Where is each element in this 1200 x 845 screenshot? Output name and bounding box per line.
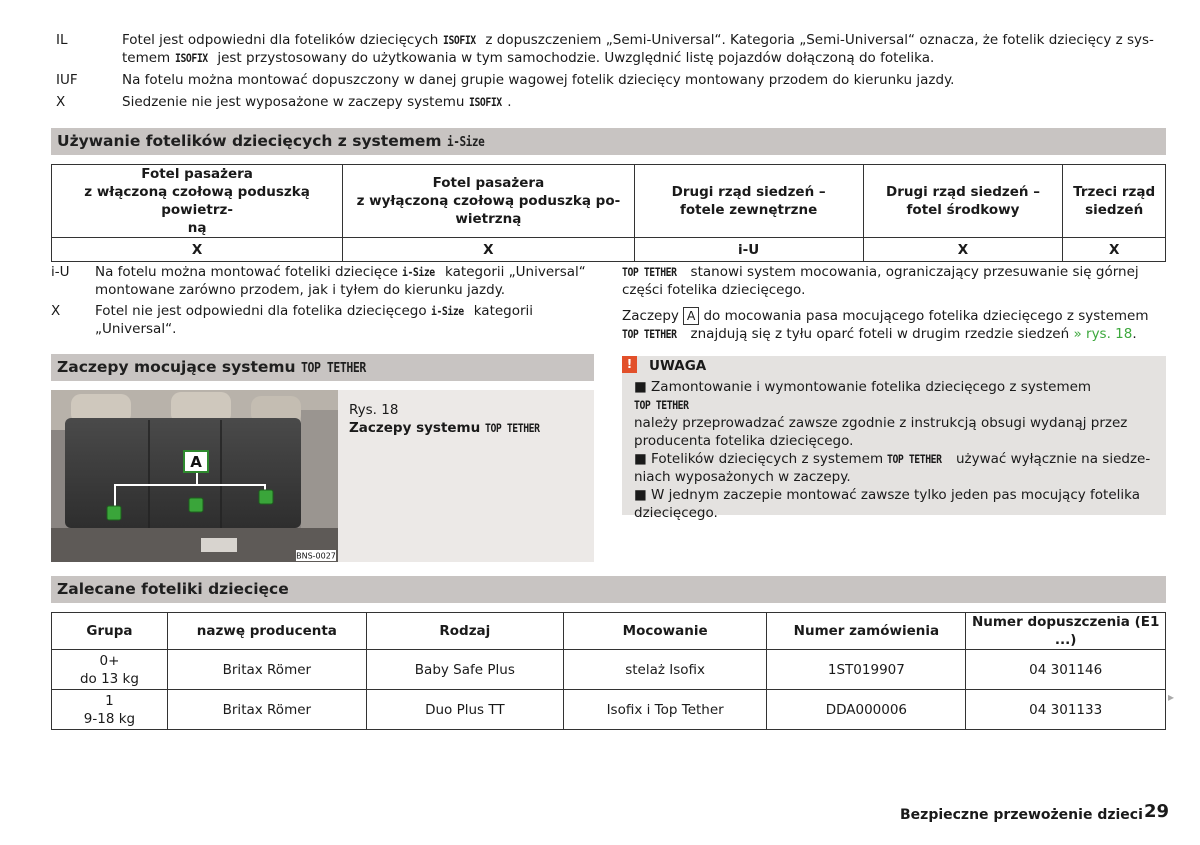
anchor-description: Zaczepy A do mocowania pasa mocującego fotelika dziecięcego z systemem TOP TETHER znajdują się z tyłu oparć foteli w drugim rzedzie siedzeń » rys. 18. [622, 308, 1149, 342]
warning-bullet: ■ Fotelików dziecięcych z systemem TOP TETHER używać wyłącznie na siedze- niach wyposażonych w zaczepy. [634, 451, 1151, 485]
rec-cell: Britax Römer [167, 650, 366, 690]
isize-cell: X [52, 238, 343, 262]
isofix-logo: ISOFIX [174, 51, 208, 65]
rec-cell: Baby Safe Plus [366, 650, 563, 690]
top-tether-description: TOP TETHER stanowi system mocowania, ograniczający przesuwanie się górnej części fotelika dziecięcego. [622, 264, 1139, 298]
rec-header-cell: Numer zamówienia [767, 613, 966, 650]
warning-bullet: ■ W jednym zaczepie montować zawsze tylko jeden pas mocujący fotelika dziecięcego. [634, 487, 1140, 521]
figure-label-a: A [190, 453, 202, 471]
def-code-iuf: IUF [56, 72, 78, 88]
isize-cell: X [863, 238, 1063, 262]
footer-section-title: Bezpieczne przewożenie dzieci [900, 807, 1143, 823]
rec-cell: 0+ do 13 kg [52, 650, 168, 690]
rec-cell: 1ST019907 [767, 650, 966, 690]
rec-cell: 04 301146 [966, 650, 1166, 690]
car-interior-illustration [51, 390, 338, 562]
isize-logo: i-Size [446, 135, 485, 150]
figure-code: BNS-0027 [296, 551, 336, 561]
rec-cell: Duo Plus TT [366, 690, 563, 730]
top-tether-logo: TOP TETHER [484, 421, 540, 435]
isize-cell: i-U [634, 238, 863, 262]
table-row [52, 650, 1166, 690]
rec-cell: 1 9-18 kg [52, 690, 168, 730]
warning-icon: ! [622, 356, 637, 373]
isize-header-cell: Fotel pasażera z wyłączoną czołową poduszką po- wietrzną [343, 165, 634, 238]
def-code-x: X [56, 94, 66, 110]
rec-header-cell: Rodzaj [366, 613, 563, 650]
isize-logo: i-Size [402, 265, 435, 279]
figure-top-tether-anchors [51, 390, 338, 562]
isize-cell: X [1063, 238, 1166, 262]
recommended-seats-table [51, 612, 1166, 730]
section-heading-isize: Używanie fotelików dziecięcych z systemem i-Size [51, 128, 1166, 155]
rec-cell: 04 301133 [966, 690, 1166, 730]
warning-body [634, 378, 1154, 522]
label-a-box: A [683, 307, 699, 325]
isize-logo: i-Size [430, 304, 464, 318]
rec-cell: Britax Römer [167, 690, 366, 730]
page-number: 29 [1144, 801, 1170, 822]
rec-header-cell: Grupa [52, 613, 168, 650]
warning-title: UWAGA [649, 358, 707, 374]
warning-bullet: ■ Zamontowanie i wymontowanie fotelika dziecięcego z systemem TOP TETHER należy przeprowadzać zawsze zgodnie z instrukcją obsugi wydanąj przez producenta fotelika dziecięcego. [634, 379, 1128, 449]
def-x2-text: Fotel nie jest odpowiedni dla fotelika dziecięcego i-Size kategorii „Universal“. [95, 303, 534, 337]
def-iuf-text: Na fotelu można montować dopuszczony w danej grupie wagowej fotelik dziecięcy montowany przodem do kierunku jazdy. [122, 72, 955, 88]
rec-cell: Isofix i Top Tether [563, 690, 767, 730]
def-code-x2: X [51, 303, 61, 319]
isize-cell: X [343, 238, 634, 262]
top-tether-logo: TOP TETHER [622, 327, 677, 341]
rec-header-cell: nazwę producenta [167, 613, 366, 650]
rec-header-cell: Mocowanie [563, 613, 767, 650]
isofix-logo: ISOFIX [442, 33, 476, 47]
figure-number: Rys. 18 [349, 402, 399, 418]
def-iu-text: Na fotelu można montować foteliki dziecięce i-Size kategorii „Universal“ montowane zarówno przodem, jak i tyłem do kierunku jazdy. [95, 264, 586, 298]
section-heading-recommended: Zalecane foteliki dziecięce [51, 576, 1166, 603]
isize-header-cell: Drugi rząd siedzeń – fotele zewnętrzne [634, 165, 863, 238]
continue-arrow-icon: ▸ [1168, 690, 1175, 704]
isofix-logo: ISOFIX [468, 95, 502, 109]
isize-header-cell: Drugi rząd siedzeń – fotel środkowy [863, 165, 1063, 238]
top-tether-logo: TOP TETHER [887, 452, 943, 466]
def-x-text: Siedzenie nie jest wyposażone w zaczepy systemu ISOFIX . [122, 94, 512, 110]
isize-table [51, 164, 1166, 262]
top-tether-logo: TOP TETHER [634, 398, 689, 412]
rec-cell: stelaż Isofix [563, 650, 767, 690]
top-tether-logo: TOP TETHER [622, 265, 677, 279]
def-code-il: IL [56, 32, 68, 48]
isize-header-cell: Fotel pasażera z włączoną czołową poduszką powietrz- ną [52, 165, 343, 238]
isize-header-cell: Trzeci rząd siedzeń [1063, 165, 1166, 238]
def-il-line1: Fotel jest odpowiedni dla fotelików dziecięcych ISOFIX z dopuszczeniem „Semi-Universal“. Kategoria „Semi-Universal“ oznacza, że fotelik dziecięcy z sys- [122, 32, 1154, 48]
figure-link[interactable]: » rys. 18 [1073, 326, 1133, 342]
top-tether-logo: TOP TETHER [300, 360, 366, 376]
rec-cell: DDA000006 [767, 690, 966, 730]
def-il-line2: temem ISOFIX jest przystosowany do użytkowania w tym samochodzie. Uwzględnić listę pojazdów dołączoną do fotelika. [122, 50, 935, 66]
table-row [52, 690, 1166, 730]
rec-header-cell: Numer dopuszczenia (E1 ...) [966, 613, 1166, 650]
section-heading-top-tether: Zaczepy mocujące systemu TOP TETHER [51, 354, 594, 381]
warning-header [622, 356, 1166, 376]
def-code-iu: i-U [51, 264, 70, 280]
figure-title: Zaczepy systemu TOP TETHER [349, 420, 540, 436]
